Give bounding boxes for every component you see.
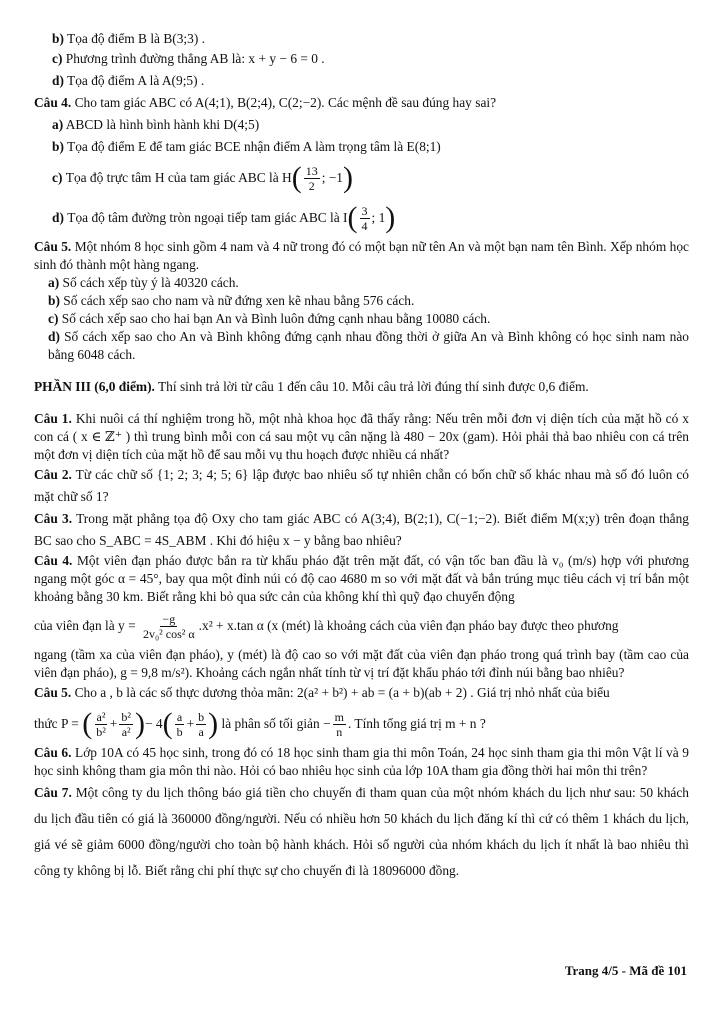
p1-question: Câu 1. Khi nuôi cá thí nghiệm trong hồ, một nhà khoa học đã thấy rằng: Nếu trên mỗi đơn vị diện tích của mặt hồ có x con cá ( x ∈ ℤ⁺ ) thì trung bình mỗi con cá sau một vụ cân nặng là 480 − 20x (gam). Hỏi phải thả bao nhiêu con cá trên một đơn vị diện tích của mặt hồ để sau mỗi vụ thu hoạch được nhiều cá nhất? [34,411,689,462]
fraction: $\frac{m}{n}$ [334,709,344,739]
q5-item-c: c) Số cách xếp sao cho hai bạn An và Bình luôn đứng cạnh nhau bằng 10080 cách. [48,311,491,326]
p5-question: Câu 5. Cho a , b là các số thực dương thỏa mãn: 2(a² + b²) + ab = (a + b)(ab + 2) . Giá trị nhỏ nhất của biểu [34,685,610,700]
q5-item-b: b) Số cách xếp sao cho nam và nữ đứng xen kẽ nhau bằng 576 cách. [48,293,415,308]
q4-item-a: a) ABCD là hình bình hành khi D(4;5) [52,117,260,132]
q5-item-a: a) Số cách xếp tùy ý là 40320 cách. [48,275,239,290]
fraction: $\frac{13}{2}$ [305,163,318,193]
q4-item-b: b) Tọa độ điểm E để tam giác BCE nhận điểm A làm trọng tâm là E(8;1) [52,139,441,154]
fraction: $\frac{b}{a}$ [198,709,205,739]
q5-item-d: d) Số cách xếp sao cho An và Bình không đứng cạnh nhau đồng thời ở giữa An và Bình không có học sinh nam nào bằng 6048 cách. [48,329,689,362]
q4-item-d: d) Tọa độ tâm đường tròn ngoại tiếp tam giác ABC là I ( $\frac{3}{4}$ ; 1 ) [52,201,396,234]
fraction: $\frac{a}{b}$ [176,709,183,739]
p4-formula-line: của viên đạn là y = $\frac{-g}{\text{2v₀² cos² α}}$ .x² + x.tan α (x (mét) là khoảng cách của viên đạn pháo bay được theo phương [34,611,619,641]
p2-question: Câu 2. Từ các chữ số {1; 2; 3; 4; 5; 6} lập được bao nhiêu số tự nhiên chẵn có bốn chữ số khác nhau mà số đó luôn có mặt chữ số 1? [34,467,689,504]
top-item-d: d) Tọa độ điểm A là A(9;5) . [52,73,205,88]
fraction: $\frac{-g}{\text{2v₀² cos² α}}$ [142,611,195,641]
q4-item-c: c) Tọa độ trực tâm H của tam giác ABC là H ( $\frac{13}{2}$ ; −1 ) [52,161,354,194]
p4-question: Câu 4. Một viên đạn pháo được bắn ra từ khẩu pháo đặt trên mặt đất, có vận tốc ban đầu là v₀ (m/s) hợp với phương ngang một góc α = 45°, bay qua một đỉnh núi có độ cao 4680 m so với mặt đất và bắn trúng mục tiêu cách vị trí bắn một khoảng bằng 30 km. Biết rằng khi bỏ qua sức cản của không khí thì quỹ đạo chuyển động [34,553,689,604]
q4-stem: Câu 4. Cho tam giác ABC có A(4;1), B(2;4), C(2;−2). Các mệnh đề sau đúng hay sai? [34,95,497,110]
part3-header: PHẦN III (6,0 điểm). Thí sinh trả lời từ câu 1 đến câu 10. Mỗi câu trả lời đúng thí sinh được 0,6 điểm. [34,379,589,394]
top-item-c: c) Phương trình đường thẳng AB là: x + y − 6 = 0 . [52,51,325,66]
q5-stem: Câu 5. Một nhóm 8 học sinh gồm 4 nam và 4 nữ trong đó có một bạn nữ tên An và một bạn nam tên Bình. Xếp nhóm học sinh đó thành một hàng ngang. [34,239,689,272]
fraction: $\frac{\text{a²}}{\text{b²}}$ [96,709,106,739]
p3-question: Câu 3. Trong mặt phẳng tọa độ Oxy cho tam giác ABC có A(3;4), B(2;1), C(−1;−2). Biết điểm M(x;y) trên đoạn thẳng BC sao cho S_ABC = 4S_ABM . Khi đó hiệu x − y bằng bao nhiêu? [34,511,689,548]
fraction: $\frac{3}{4}$ [361,203,368,233]
page-footer: Trang 4/5 - Mã đề 101 [564,963,687,978]
p4-question-end: ngang (tầm xa của viên đạn pháo), y (mét) là độ cao so với mặt đất của viên đạn pháo trong quá trình bay (tầm cao của viên đạn pháo), g = 9,8 m/s²). Khoảng cách ngắn nhất tính từ vị trí đặt khẩu pháo tới đỉnh núi bằng bao nhiêu? [34,647,689,680]
p5-formula-line: thức P = ( $\frac{\text{a²}}{\text{b²}}$ + $\frac{\text{b²}}{\text{a²}}$ ) − 4 ( $\frac{a}{b}$ + $\frac{b}{a}$ ) là phân số tối giản − $\frac{m}{n}$ . Tính tổng giá trị m + n ? [34,707,486,740]
top-item-b: b) Tọa độ điểm B là B(3;3) . [52,31,206,46]
p6-question: Câu 6. Lớp 10A có 45 học sinh, trong đó có 18 học sinh tham gia thi môn Toán, 24 học sinh tham gia thi môn Vật lí và 9 học sinh không tham gia môn thi nào. Hỏi có bao nhiêu học sinh của lớp 10A tham gia đồng thời hai môn thi trên? [34,745,689,778]
p7-question: Câu 7. Một công ty du lịch thông báo giá tiền cho chuyến đi tham quan của một nhóm khách du lịch như sau: 50 khách du lịch đầu tiên có giá là 360000 đồng/người. Nếu có nhiều hơn 50 khách du lịch đăng kí thì cứ có thêm 1 khách du lịch, giá vé sẽ giảm 6000 đồng/người cho toàn bộ hành khách. Hỏi số người của nhóm khách du lịch ít nhất là bao nhiêu thì công ty không bị lỗ. Biết rằng chi phí thực sự cho chuyến đi là 18096000 đồng. [34,785,689,878]
fraction: $\frac{\text{b²}}{\text{a²}}$ [121,709,131,739]
